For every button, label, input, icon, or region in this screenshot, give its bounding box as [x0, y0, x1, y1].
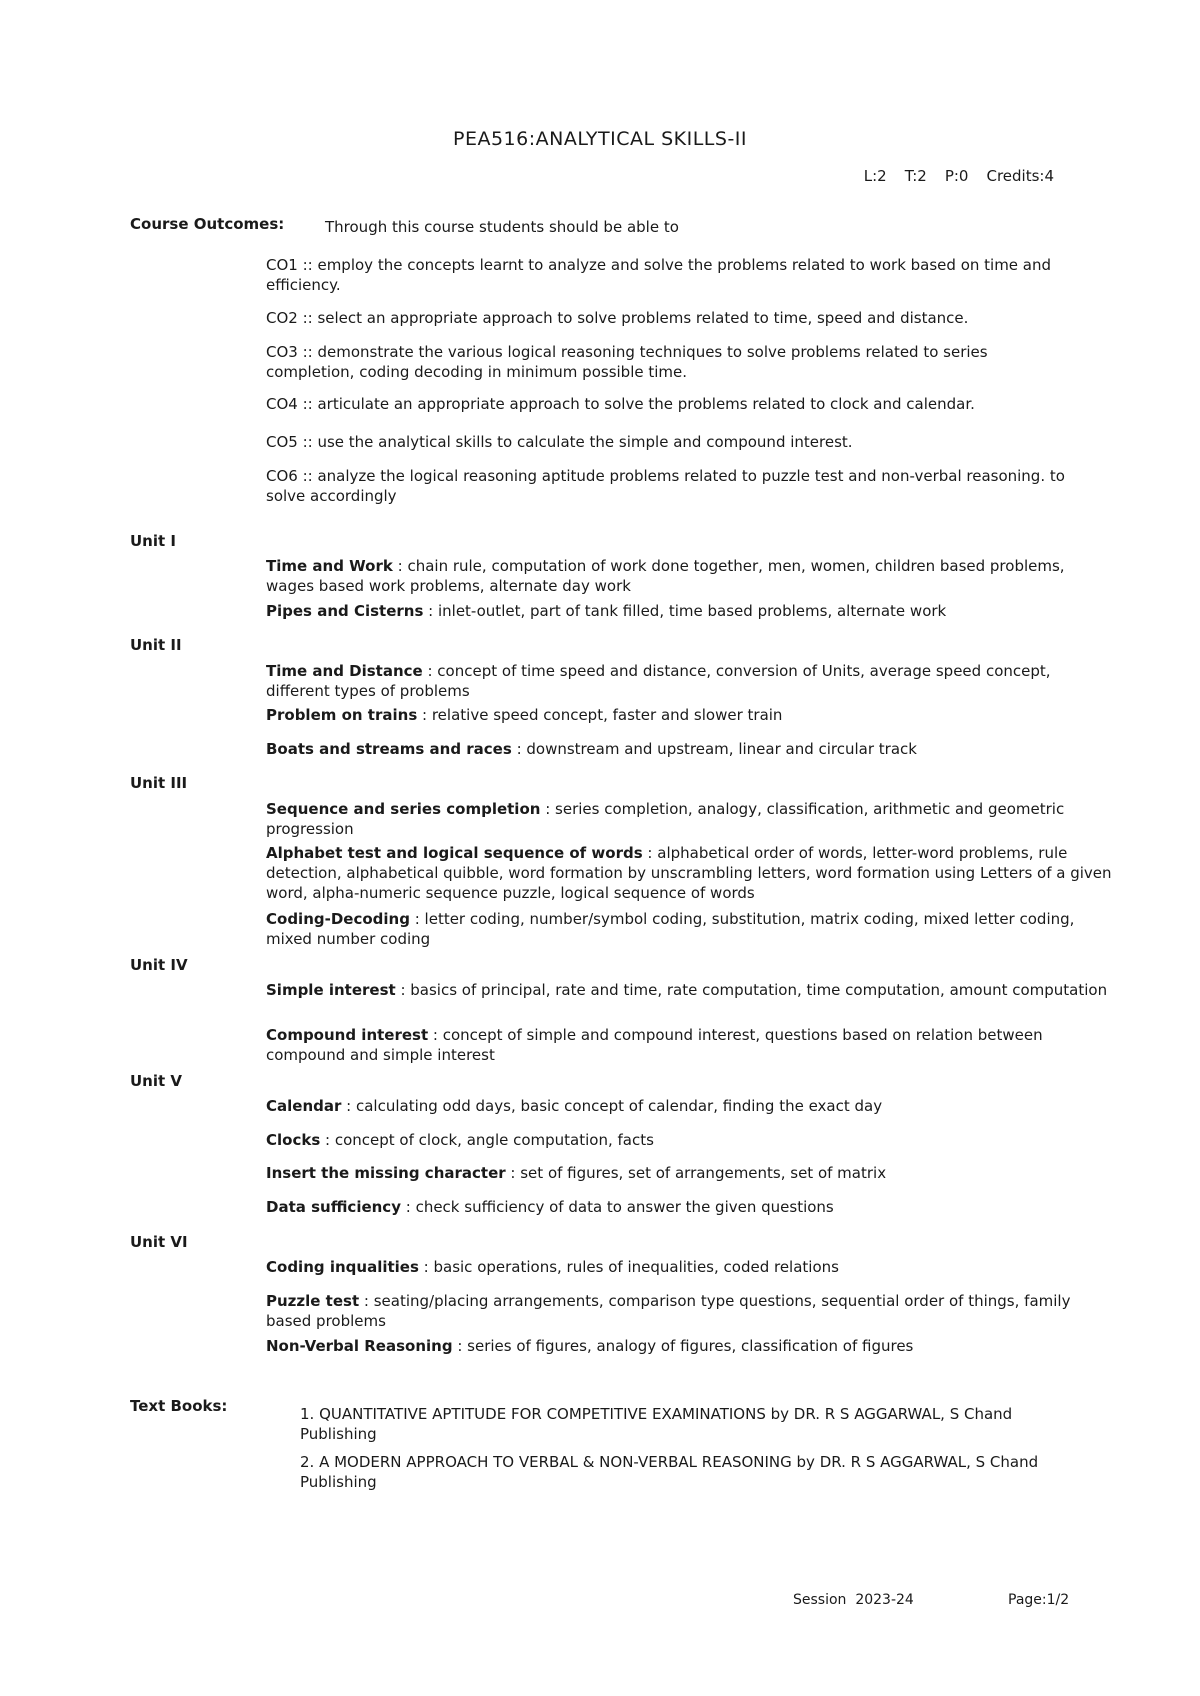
- course-outcomes-intro: Through this course students should be able to: [325, 218, 679, 236]
- topic-name: Boats and streams and races: [266, 740, 512, 758]
- unit-6-topic-1: [266, 1257, 1116, 1277]
- topic-name: Time and Distance: [266, 662, 423, 680]
- footer-session: Session 2023-24: [793, 1592, 914, 1608]
- unit-4-label: Unit IV: [130, 956, 188, 974]
- outcome-co6: CO6 :: analyze the logical reasoning aptitude problems related to puzzle test and non-verbal reasoning. to solve accordingly: [266, 467, 1065, 505]
- topic-desc: : series completion, analogy, classification, arithmetic and geometric progression: [266, 800, 1065, 838]
- footer-page-number: Page:1/2: [1008, 1592, 1070, 1608]
- topic-desc: : inlet-outlet, part of tank filled, time based problems, alternate work: [423, 602, 947, 620]
- topic-name: Problem on trains: [266, 706, 418, 724]
- unit-3-topic-1: [266, 799, 1116, 839]
- ltp-credits: [864, 167, 1054, 185]
- topic-name: Calendar: [266, 1097, 342, 1115]
- outcome-co4: CO4 :: articulate an appropriate approach to solve the problems related to clock and calendar.: [266, 395, 975, 413]
- course-outcomes-label: Course Outcomes:: [130, 215, 285, 233]
- unit-4-topic-2: [266, 1025, 1116, 1065]
- outcome-co2: CO2 :: select an appropriate approach to solve problems related to time, speed and distance.: [266, 309, 969, 327]
- lecture-hours: L:2: [863, 167, 887, 185]
- topic-desc: : set of figures, set of arrangements, set of matrix: [505, 1164, 887, 1182]
- unit-4-topic-1: [266, 980, 1116, 1000]
- topic-name: Compound interest: [266, 1026, 429, 1044]
- topic-name: Non-Verbal Reasoning: [266, 1337, 453, 1355]
- unit-5-topic-4: [266, 1197, 1116, 1217]
- topic-name: Clocks: [266, 1131, 321, 1149]
- topic-desc: : letter coding, number/symbol coding, substitution, matrix coding, mixed letter coding, mixed number coding: [266, 910, 1075, 948]
- outcome-co1: CO1 :: employ the concepts learnt to analyze and solve the problems related to work based on time and efficiency.: [266, 256, 1052, 294]
- outcome-co5: CO5 :: use the analytical skills to calculate the simple and compound interest.: [266, 433, 853, 451]
- topic-desc: : concept of time speed and distance, conversion of Units, average speed concept, different types of problems: [266, 662, 1051, 700]
- outcome-co3: CO3 :: demonstrate the various logical reasoning techniques to solve problems related to series completion, coding decoding in minimum possible time.: [266, 343, 988, 381]
- topic-name: Alphabet test and logical sequence of words: [266, 844, 643, 862]
- topic-desc: : alphabetical order of words, letter-word problems, rule detection, alphabetical quibble, word formation by unscrambling letters, word formation using Letters of a given word, alpha-numeric sequence puzzle, logical sequence of words: [266, 844, 1112, 902]
- unit-3-label: Unit III: [130, 774, 188, 792]
- unit-5-topic-2: [266, 1130, 1116, 1150]
- unit-2-topic-1: [266, 661, 1116, 701]
- unit-5-label: Unit V: [130, 1072, 183, 1090]
- topic-desc: : check sufficiency of data to answer the given questions: [400, 1198, 834, 1216]
- topic-name: Data sufficiency: [266, 1198, 401, 1216]
- page-title: PEA516:ANALYTICAL SKILLS-II: [452, 128, 748, 150]
- topic-desc: : concept of clock, angle computation, facts: [320, 1131, 654, 1149]
- topic-name: Insert the missing character: [266, 1164, 506, 1182]
- topic-desc: : downstream and upstream, linear and circular track: [511, 740, 917, 758]
- topic-desc: : relative speed concept, faster and slower train: [417, 706, 783, 724]
- topic-name: Coding inqualities: [266, 1258, 419, 1276]
- topic-desc: : basic operations, rules of inequalities, coded relations: [418, 1258, 839, 1276]
- topic-desc: : calculating odd days, basic concept of calendar, finding the exact day: [341, 1097, 883, 1115]
- topic-name: Simple interest: [266, 981, 396, 999]
- topic-name: Sequence and series completion: [266, 800, 541, 818]
- topic-desc: : series of figures, analogy of figures, classification of figures: [452, 1337, 914, 1355]
- text-book-2: 2. A MODERN APPROACH TO VERBAL & NON-VERBAL REASONING by DR. R S AGGARWAL, S Chand Publishing: [300, 1453, 1039, 1491]
- credits: Credits:4: [986, 167, 1054, 185]
- topic-desc: : chain rule, computation of work done together, men, women, children based problems, wages based work problems, alternate day work: [266, 557, 1065, 595]
- topic-name: Time and Work: [266, 557, 393, 575]
- unit-2-topic-2: [266, 705, 1116, 725]
- topic-desc: : concept of simple and compound interest, questions based on relation between compound and simple interest: [266, 1026, 1043, 1064]
- topic-desc: : seating/placing arrangements, comparison type questions, sequential order of things, family based problems: [266, 1292, 1071, 1330]
- unit-6-topic-2: [266, 1291, 1116, 1331]
- unit-1-label: Unit I: [130, 532, 176, 550]
- unit-2-label: Unit II: [130, 636, 182, 654]
- unit-3-topic-3: [266, 909, 1116, 949]
- topic-name: Pipes and Cisterns: [266, 602, 424, 620]
- unit-2-topic-3: [266, 739, 1116, 759]
- unit-5-topic-3: [266, 1163, 1116, 1183]
- text-books-label: Text Books:: [130, 1397, 228, 1415]
- unit-1-topic-1: [266, 556, 1116, 596]
- text-book-1: 1. QUANTITATIVE APTITUDE FOR COMPETITIVE EXAMINATIONS by DR. R S AGGARWAL, S Chand Publishing: [300, 1405, 1013, 1443]
- practical-hours: P:0: [944, 167, 969, 185]
- topic-name: Puzzle test: [266, 1292, 360, 1310]
- unit-6-topic-3: [266, 1336, 1116, 1356]
- unit-1-topic-2: [266, 601, 1116, 621]
- unit-6-label: Unit VI: [130, 1233, 188, 1251]
- unit-3-topic-2: [266, 843, 1116, 903]
- topic-desc: : basics of principal, rate and time, rate computation, time computation, amount computation: [395, 981, 1108, 999]
- tutorial-hours: T:2: [904, 167, 927, 185]
- unit-5-topic-1: [266, 1096, 1116, 1116]
- topic-name: Coding-Decoding: [266, 910, 410, 928]
